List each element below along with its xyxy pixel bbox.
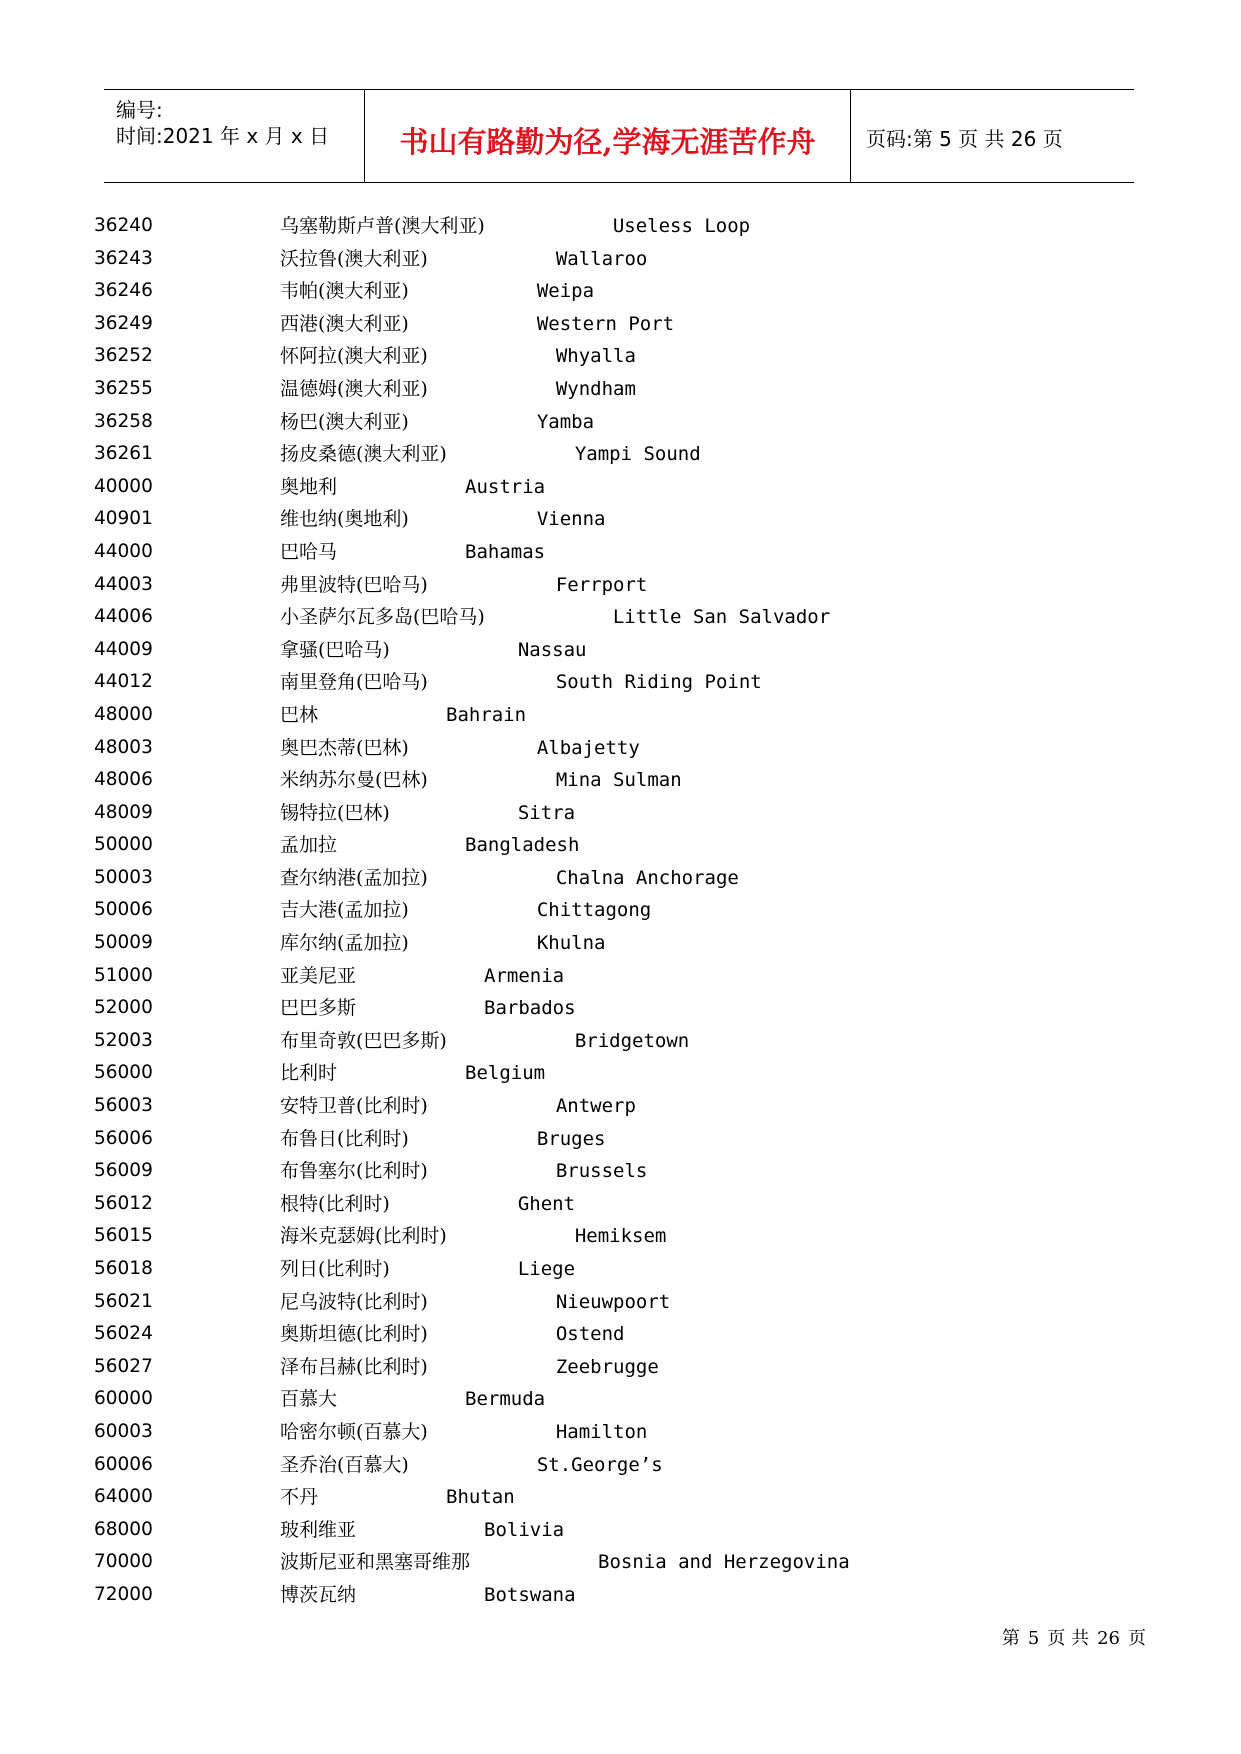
port-name-chinese: 布里奇敦(巴巴多斯): [280, 1029, 447, 1052]
port-name-english: St.George’s: [536, 1453, 663, 1476]
port-name-english: Little San Salvador: [612, 606, 831, 629]
port-name-chinese: 布鲁塞尔(比利时): [280, 1160, 428, 1183]
port-name-english: Ostend: [555, 1323, 625, 1346]
port-code: 36255: [94, 377, 153, 399]
port-code: 56018: [94, 1258, 153, 1279]
port-name-chinese: 杨巴(澳大利亚): [280, 410, 409, 433]
port-name-english: Useless Loop: [612, 215, 751, 237]
port-code: 56024: [94, 1323, 153, 1345]
port-name-chinese: 比利时: [280, 1062, 338, 1085]
port-name-chinese: 安特卫普(比利时): [280, 1095, 428, 1118]
port-code: 36240: [94, 215, 153, 236]
header-page-cell: [851, 90, 1134, 182]
port-name-english: Bridgetown: [574, 1029, 690, 1052]
list-item: [0, 1418, 1241, 1451]
list-item: [0, 831, 1241, 864]
list-item: [0, 994, 1241, 1027]
port-code: 64000: [94, 1486, 153, 1508]
port-name-english: Vienna: [536, 508, 606, 531]
footer-page-number: 5: [1027, 1628, 1040, 1649]
port-code: 44000: [94, 540, 153, 562]
list-item: [0, 896, 1241, 929]
port-name-english: Wyndham: [555, 377, 636, 400]
port-name-chinese: 巴巴多斯: [280, 997, 357, 1020]
port-code: 56015: [94, 1225, 153, 1247]
port-code: 52000: [94, 997, 153, 1019]
port-name-english: Belgium: [465, 1062, 546, 1085]
port-code: 44009: [94, 638, 153, 660]
port-name-english: Bolivia: [484, 1518, 565, 1541]
list-item: [0, 408, 1241, 441]
port-code: 60006: [94, 1453, 153, 1475]
port-code: 48000: [94, 703, 153, 725]
port-code: 50006: [94, 899, 153, 921]
list-item: [0, 1157, 1241, 1190]
port-name-english: Liege: [517, 1258, 576, 1280]
port-code: 68000: [94, 1518, 153, 1540]
list-item: [0, 636, 1241, 669]
port-name-chinese: 布鲁日(比利时): [280, 1127, 409, 1150]
list-item: [0, 212, 1241, 245]
port-name-chinese: 百慕大: [280, 1388, 338, 1411]
list-item: [0, 1385, 1241, 1418]
port-name-chinese: 扬皮桑德(澳大利亚): [280, 443, 447, 466]
port-name-english: Nassau: [517, 638, 587, 661]
port-name-english: Austria: [465, 475, 546, 498]
port-name-chinese: 根特(比利时): [280, 1192, 390, 1215]
list-item: [0, 1548, 1241, 1581]
list-item: [0, 668, 1241, 701]
port-name-english: Khulna: [536, 932, 606, 955]
list-item: [0, 864, 1241, 897]
list-item: [0, 1451, 1241, 1484]
port-name-chinese: 维也纳(奥地利): [280, 508, 409, 531]
port-code: 48003: [94, 736, 153, 758]
document-number-label: 编号:: [116, 98, 163, 122]
port-code: 44003: [94, 573, 153, 595]
list-item: [0, 473, 1241, 506]
list-item: [0, 1483, 1241, 1516]
port-code: 50000: [94, 834, 153, 856]
port-name-chinese: 吉大港(孟加拉): [280, 899, 409, 922]
list-item: [0, 1222, 1241, 1255]
document-header: [104, 89, 1134, 183]
header-motto: 书山有路勤为径,学海无涯苦作舟: [399, 125, 816, 159]
port-code: 50003: [94, 866, 153, 888]
footer-mid: 页 共: [1047, 1628, 1090, 1649]
port-name-english: Antwerp: [555, 1095, 636, 1118]
footer-total-pages: 26: [1097, 1628, 1120, 1649]
port-name-chinese: 南里登角(巴哈马): [280, 671, 428, 694]
port-name-english: Bahrain: [446, 703, 527, 726]
port-name-chinese: 奥巴杰蒂(巴林): [280, 736, 409, 759]
port-name-chinese: 奥斯坦德(比利时): [280, 1323, 428, 1346]
port-name-chinese: 拿骚(巴哈马): [280, 638, 390, 661]
port-name-chinese: 巴林: [280, 703, 319, 726]
port-name-english: Hamilton: [555, 1420, 648, 1443]
port-name-english: Albajetty: [536, 736, 640, 759]
port-name-english: Zeebrugge: [555, 1355, 659, 1378]
list-item: [0, 603, 1241, 636]
port-code: 70000: [94, 1551, 153, 1573]
port-name-english: Bhutan: [446, 1486, 515, 1509]
port-name-english: Yamba: [536, 410, 595, 433]
port-name-chinese: 哈密尔顿(百慕大): [280, 1420, 428, 1443]
port-name-english: Armenia: [484, 964, 565, 987]
port-name-chinese: 玻利维亚: [280, 1518, 357, 1541]
port-code: 56009: [94, 1160, 153, 1182]
list-item: [0, 440, 1241, 473]
port-name-chinese: 乌塞勒斯卢普(澳大利亚): [280, 215, 485, 237]
list-item: [0, 1516, 1241, 1549]
port-name-chinese: 查尔纳港(孟加拉): [280, 866, 428, 889]
port-name-english: Western Port: [536, 312, 675, 335]
list-item: [0, 1255, 1241, 1288]
document-date-label: 时间:2021 年 x 月 x 日: [116, 124, 330, 148]
footer-suffix: 页: [1128, 1628, 1146, 1649]
port-code: 60000: [94, 1388, 153, 1410]
port-name-chinese: 尼乌波特(比利时): [280, 1290, 428, 1313]
port-name-chinese: 温德姆(澳大利亚): [280, 377, 428, 400]
port-name-english: Brussels: [555, 1160, 648, 1183]
port-name-english: South Riding Point: [555, 671, 762, 694]
port-code: 36252: [94, 345, 153, 367]
list-item: [0, 342, 1241, 375]
list-item: [0, 505, 1241, 538]
list-item: [0, 962, 1241, 995]
port-name-chinese: 西港(澳大利亚): [280, 312, 409, 335]
port-name-english: Chittagong: [536, 899, 652, 922]
header-motto-cell: [364, 90, 851, 182]
port-name-chinese: 巴哈马: [280, 540, 338, 563]
port-name-chinese: 库尔纳(孟加拉): [280, 932, 409, 955]
port-code: 48006: [94, 769, 153, 791]
port-name-chinese: 米纳苏尔曼(巴林): [280, 769, 428, 792]
port-code: 36261: [94, 443, 153, 465]
port-code: 56006: [94, 1127, 153, 1149]
port-name-english: Bosnia and Herzegovina: [598, 1551, 850, 1574]
list-item: [0, 701, 1241, 734]
port-name-english: Nieuwpoort: [555, 1290, 671, 1313]
port-name-english: Chalna Anchorage: [555, 866, 739, 889]
header-meta-cell: [104, 90, 364, 182]
port-code: 40901: [94, 508, 153, 530]
port-code: 36249: [94, 312, 153, 334]
port-name-chinese: 孟加拉: [280, 834, 338, 857]
port-name-english: Ghent: [517, 1192, 576, 1215]
port-name-chinese: 怀阿拉(澳大利亚): [280, 345, 428, 368]
port-name-english: Botswana: [484, 1583, 576, 1606]
port-code-list: [0, 212, 1241, 1614]
header-page-info: 页码:第 5 页 共 26 页: [866, 127, 1063, 151]
port-name-english: Weipa: [536, 280, 595, 303]
port-name-chinese: 小圣萨尔瓦多岛(巴哈马): [280, 606, 485, 629]
port-name-english: Mina Sulman: [555, 769, 682, 792]
port-name-chinese: 圣乔治(百慕大): [280, 1453, 409, 1476]
port-name-english: Ferrport: [555, 573, 648, 596]
page-footer: [998, 1624, 1150, 1650]
port-name-chinese: 不丹: [280, 1486, 319, 1509]
list-item: [0, 375, 1241, 408]
port-name-chinese: 锡特拉(巴林): [280, 801, 390, 824]
list-item: [0, 1288, 1241, 1321]
port-name-chinese: 奥地利: [280, 475, 338, 498]
port-name-chinese: 波斯尼亚和黑塞哥维那: [280, 1551, 471, 1574]
list-item: [0, 1190, 1241, 1223]
port-name-chinese: 博茨瓦纳: [280, 1583, 357, 1606]
port-code: 48009: [94, 801, 153, 823]
list-item: [0, 1353, 1241, 1386]
port-code: 40000: [94, 475, 153, 497]
footer-prefix: 第: [1001, 1628, 1020, 1649]
port-name-chinese: 列日(比利时): [280, 1258, 390, 1280]
port-name-english: Yampi Sound: [574, 443, 701, 466]
port-code: 36243: [94, 247, 153, 269]
port-name-english: Bruges: [536, 1127, 606, 1150]
port-name-english: Whyalla: [555, 345, 636, 368]
port-name-english: Bahamas: [465, 540, 546, 563]
port-code: 56012: [94, 1192, 153, 1214]
port-code: 36246: [94, 280, 153, 302]
list-item: [0, 799, 1241, 832]
port-code: 72000: [94, 1583, 153, 1605]
port-name-chinese: 沃拉鲁(澳大利亚): [280, 247, 428, 270]
port-name-english: Barbados: [484, 997, 576, 1020]
port-name-chinese: 亚美尼亚: [280, 964, 357, 987]
list-item: [0, 1320, 1241, 1353]
port-code: 44012: [94, 671, 153, 693]
list-item: [0, 929, 1241, 962]
list-item: [0, 1059, 1241, 1092]
port-code: 56021: [94, 1290, 153, 1312]
port-name-chinese: 泽布吕赫(比利时): [280, 1355, 428, 1378]
port-code: 44006: [94, 606, 153, 628]
list-item: [0, 1027, 1241, 1060]
list-item: [0, 277, 1241, 310]
port-name-english: Bangladesh: [465, 834, 580, 857]
port-name-chinese: 韦帕(澳大利亚): [280, 280, 409, 303]
list-item: [0, 1581, 1241, 1614]
list-item: [0, 245, 1241, 278]
list-item: [0, 734, 1241, 767]
list-item: [0, 310, 1241, 343]
port-code: 56003: [94, 1095, 153, 1117]
port-name-english: Hemiksem: [574, 1225, 667, 1248]
port-code: 56027: [94, 1355, 153, 1377]
port-code: 50009: [94, 932, 153, 954]
port-name-english: Bermuda: [465, 1388, 546, 1411]
list-item: [0, 571, 1241, 604]
port-code: 52003: [94, 1029, 153, 1051]
list-item: [0, 766, 1241, 799]
list-item: [0, 1125, 1241, 1158]
port-name-english: Sitra: [517, 801, 576, 824]
port-name-english: Wallaroo: [555, 247, 648, 270]
port-code: 36258: [94, 410, 153, 432]
port-code: 51000: [94, 964, 153, 986]
list-item: [0, 538, 1241, 571]
port-name-chinese: 海米克瑟姆(比利时): [280, 1225, 447, 1248]
list-item: [0, 1092, 1241, 1125]
port-code: 60003: [94, 1420, 153, 1442]
port-name-chinese: 弗里波特(巴哈马): [280, 573, 428, 596]
port-code: 56000: [94, 1062, 153, 1084]
